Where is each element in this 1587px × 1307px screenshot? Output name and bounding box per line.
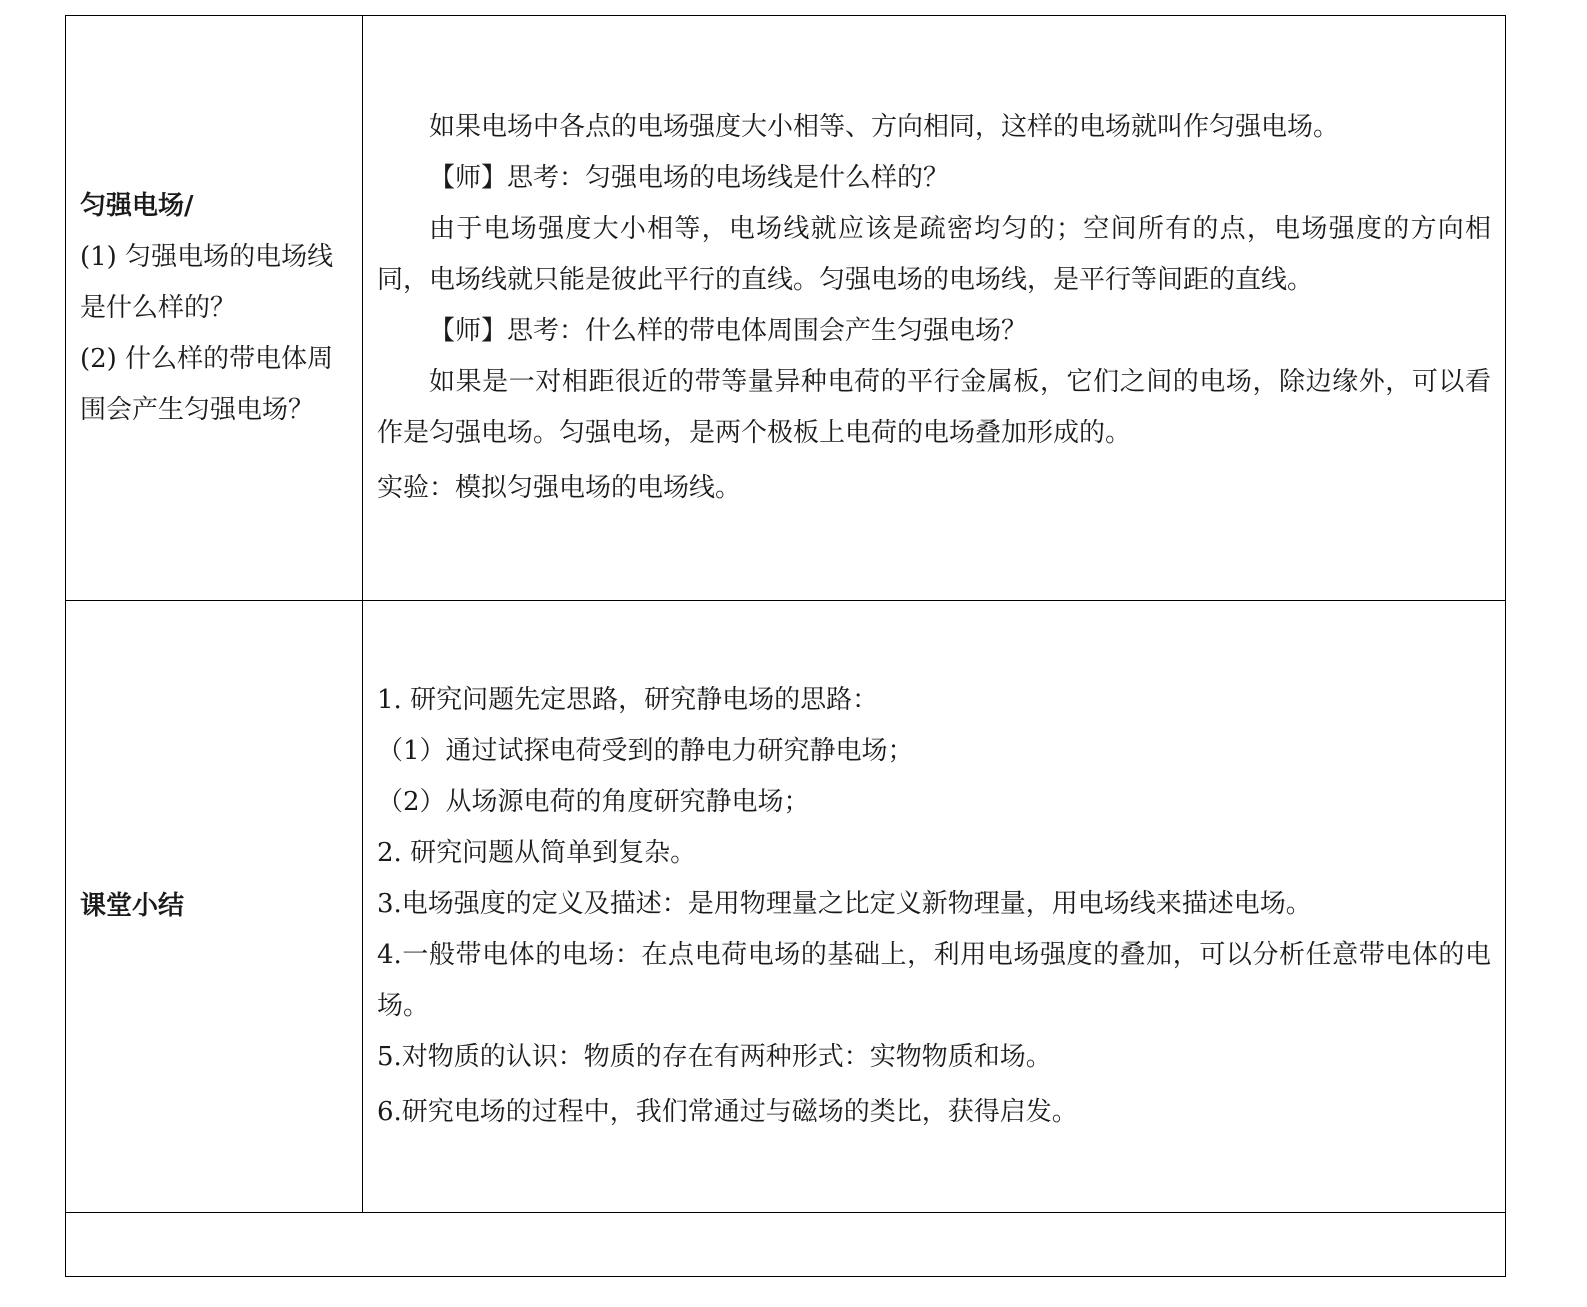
row-heading-cell: [66, 16, 363, 601]
table-row-empty: [66, 1213, 1506, 1277]
row-content: [363, 102, 1505, 514]
table-row-summary: [66, 601, 1506, 1213]
summary-item: 3.电场强度的定义及描述：是用物理量之比定义新物理量，用电场线来描述电场。: [377, 889, 1312, 919]
empty-cell: [66, 1213, 1506, 1277]
table-row-uniform-field: [66, 16, 1506, 601]
lesson-plan-table: [65, 15, 1506, 1277]
summary-item: 5.对物质的认识：物质的存在有两种形式：实物物质和场。: [377, 1042, 1052, 1072]
summary-item: （2）从场源电荷的角度研究静电场；: [377, 787, 810, 817]
row-heading-title: 匀强电场/: [80, 190, 194, 221]
row-heading-cell: [66, 601, 363, 1213]
summary-item: 2. 研究问题从简单到复杂。: [377, 838, 697, 868]
content-paragraph: 实验：模拟匀强电场的电场线。: [377, 473, 742, 503]
content-paragraph: 如果电场中各点的电场强度大小相等、方向相同，这样的电场就叫作匀强电场。: [429, 112, 1340, 142]
row-heading-content: [66, 181, 362, 436]
row-heading-title: 课堂小结: [80, 891, 185, 921]
row-content-cell: [363, 16, 1506, 601]
summary-item: 4.一般带电体的电场：在点电荷电场的基础上，利用电场强度的叠加，可以分析任意带电体的电场。: [377, 940, 1491, 1021]
row-heading-question: (1) 匀强电场的电场线是什么样的？: [80, 241, 334, 323]
summary-item: 6.研究电场的过程中，我们常通过与磁场的类比，获得启发。: [377, 1097, 1078, 1127]
summary-item: 1. 研究问题先定思路，研究静电场的思路：: [377, 685, 879, 715]
row-heading-question: (2) 什么样的带电体周围会产生匀强电场？: [80, 343, 334, 425]
row-heading-content: [66, 881, 362, 932]
content-paragraph: 【师】思考：匀强电场的电场线是什么样的？: [429, 163, 950, 193]
content-paragraph: 如果是一对相距很近的带等量异种电荷的平行金属板，它们之间的电场，除边缘外，可以看作是匀强电场。匀强电场，是两个极板上电荷的电场叠加形成的。: [377, 367, 1491, 448]
content-paragraph: 【师】思考：什么样的带电体周围会产生匀强电场？: [429, 316, 1028, 346]
content-paragraph: 由于电场强度大小相等，电场线就应该是疏密均匀的；空间所有的点，电场强度的方向相同，电场线就只能是彼此平行的直线。匀强电场的电场线，是平行等间距的直线。: [377, 214, 1491, 295]
row-content: [363, 675, 1505, 1138]
row-content-cell: [363, 601, 1506, 1213]
summary-item: （1）通过试探电荷受到的静电力研究静电场；: [377, 736, 914, 766]
